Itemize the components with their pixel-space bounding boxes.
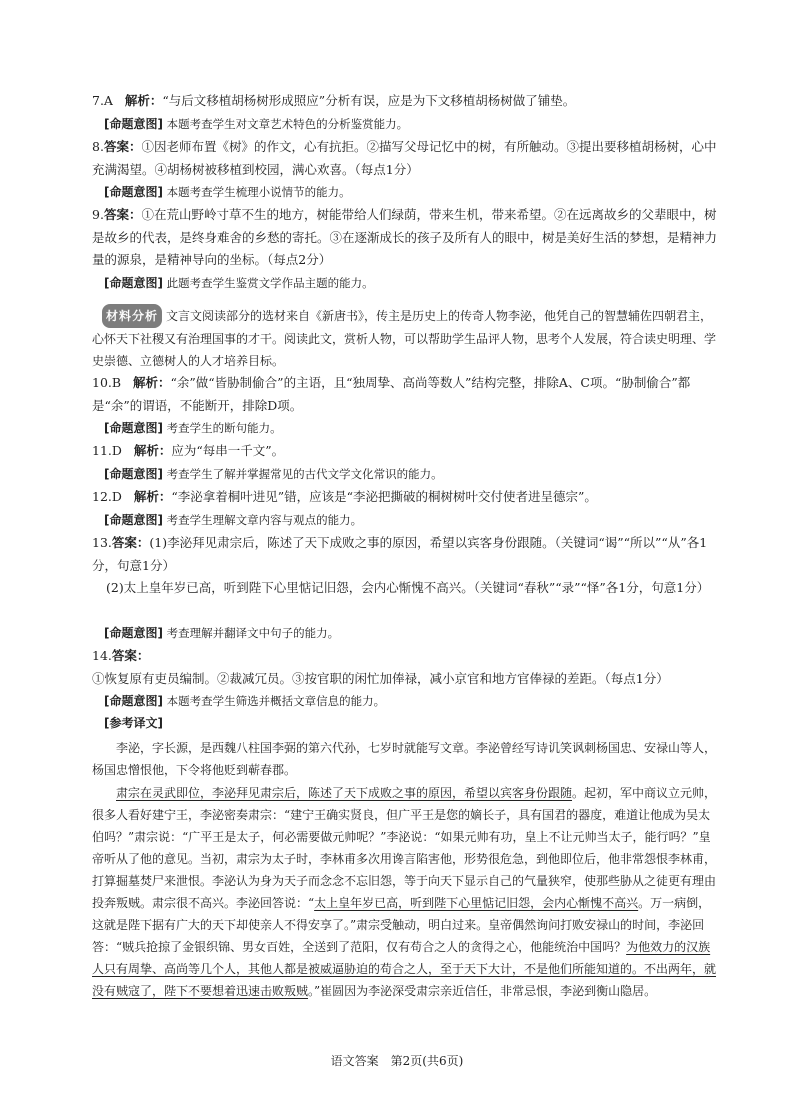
trans-2e: 为他效力的汉族人只有周挚、高尚等几个人，其他人都是被威逼胁迫的苟合之人，至于天下大计，不是他们所能知道的。不出两年，就没有贼寇了，陛下不要想着迅速击败叛贼 xyxy=(92,940,717,998)
analysis-text: “余”做“皆胁制偷合”的主语，且“独周挚、高尚等数人”结构完整，排除A、C项。“胁制偷合”都是“余”的谓语，不能断开，排除D项。 xyxy=(92,375,691,413)
intent-9 xyxy=(104,272,720,294)
page-footer: 语文答案 第2页(共6页) xyxy=(330,1054,464,1068)
intent-tag: [命题意图] xyxy=(104,421,163,435)
intent-12 xyxy=(104,509,720,531)
question-7 xyxy=(92,90,720,113)
question-number: 14. xyxy=(92,648,112,663)
intent-text: 考查理解并翻译文中句子的能力。 xyxy=(166,626,340,640)
answer-label: 答案： xyxy=(103,207,142,222)
answer-text-2: (2)太上皇年岁已高，听到陛下心里惦记旧怨，会内心惭愧不高兴。（关键词“春秋”“录”“怿”各1分，句意1分） xyxy=(106,580,710,595)
answer-text: ①恢复原有吏员编制。②裁减冗员。③按官职的闲忙加俸禄，减小京官和地方官俸禄的差距。（每点1分） xyxy=(92,670,669,686)
question-number: 13. xyxy=(92,535,112,550)
question-9 xyxy=(92,204,720,272)
analysis-text: “李泌拿着桐叶进见”错，应该是“李泌把撕破的桐树树叶交付使者进呈德宗”。 xyxy=(171,489,597,504)
intent-text: 本题考查学生对文章艺术特色的分析鉴赏能力。 xyxy=(166,117,409,131)
intent-14 xyxy=(104,690,720,712)
intent-text: 本题考查学生梳理小说情节的能力。 xyxy=(166,185,351,199)
intent-7 xyxy=(104,113,720,135)
answer-label: 答案： xyxy=(111,535,150,550)
intent-text: 考查学生了解并掌握常见的古代文学文化常识的能力。 xyxy=(166,467,443,481)
material-badge: 材料分析 xyxy=(102,304,162,328)
question-number: 9. xyxy=(92,207,104,222)
intent-13 xyxy=(104,622,720,644)
intent-10 xyxy=(104,417,720,439)
analysis-label: 解析： xyxy=(124,93,163,108)
question-number: 10.B xyxy=(92,375,122,390)
analysis-label: 解析： xyxy=(133,375,171,390)
question-number: 8. xyxy=(92,139,104,154)
intent-text: 此题考查学生鉴赏文学作品主题的能力。 xyxy=(166,276,374,290)
intent-tag: [命题意图] xyxy=(104,117,163,131)
question-12 xyxy=(92,486,720,509)
intent-tag: [命题意图] xyxy=(104,276,163,290)
intent-8 xyxy=(104,181,720,203)
trans-2c: 太上皇年岁已高，听到陛下心里惦记旧怨，会内心惭愧不高兴 xyxy=(314,896,639,910)
intent-tag: [命题意图] xyxy=(104,185,163,199)
intent-text: 考查学生的断句能力。 xyxy=(166,421,282,435)
analysis-text: 应为“每串一千文”。 xyxy=(171,443,285,458)
question-number: 12.D xyxy=(92,489,122,504)
analysis-text: “与后文移植胡杨树形成照应”分析有误，应是为下文移植胡杨树做了铺垫。 xyxy=(162,93,576,108)
answer-text: ①在荒山野岭寸草不生的地方，树能带给人们绿荫，带来生机，带来希望。②在远离故乡的父辈眼中，树是故乡的代表，是终身难舍的乡愁的寄托。③在逐渐成长的孩子及所有人的眼中，树是美好生活的梦想，是精神力量的源泉，是精神导向的坐标。（每点2分） xyxy=(92,207,718,267)
question-11 xyxy=(92,440,720,463)
question-13 xyxy=(92,532,720,600)
intent-text: 考查学生理解文章内容与观点的能力。 xyxy=(166,513,363,527)
question-number: 7.A xyxy=(92,93,113,108)
translation-paragraph-1: 李泌，字长源，是西魏八柱国李弼的第六代孙，七岁时就能写文章。李泌曾经写诗讥笑讽刺杨国忠、安禄山等人，杨国忠憎恨他，下令将他贬到蕲春郡。 xyxy=(92,741,717,777)
material-analysis xyxy=(92,304,720,372)
intent-tag: [命题意图] xyxy=(104,694,163,708)
translation-paragraph-2 xyxy=(92,782,720,1002)
question-8 xyxy=(92,136,720,181)
intent-text: 本题考查学生筛选并概括文章信息的能力。 xyxy=(166,694,386,708)
answer-label: 答案： xyxy=(103,139,142,154)
intent-tag: [命题意图] xyxy=(104,626,163,640)
intent-11 xyxy=(104,463,720,485)
intent-tag: [命题意图] xyxy=(104,513,163,527)
trans-2d: 。万一病倒，这就是陛下据有广大的天下却使亲人不得安享了。”肃宗受触动，明白过来。皇帝偶然询问打败安禄山的时间，李泌回答：“贼兵抢掠了金银织锦、男女百姓，全送到了范阳，仅有苟合之人的贪得之心，他能统治中国吗？ xyxy=(92,896,711,954)
intent-tag: [命题意图] xyxy=(104,467,163,481)
question-10 xyxy=(92,372,720,417)
reference-translation-title: [参考译文] xyxy=(104,716,163,730)
question-number: 11.D xyxy=(92,443,122,458)
analysis-label: 解析： xyxy=(133,443,172,458)
answer-text: ①因老师布置《树》的作文，心有抗拒。②描写父母记忆中的树，有所触动。③提出要移植胡杨树，心中充满渴望。④胡杨树被移植到校园，满心欢喜。（每点1分） xyxy=(92,139,717,177)
trans-2b: 。起初，军中商议立元帅，很多人看好建宁王，李泌密奏肃宗：“建宁王确实贤良，但广平王是您的嫡长子，具有国君的器度，难道让他成为吴太伯吗？”肃宗说：“广平王是太子，何必需要做元帅呢？”李泌说：“如果元帅有功，皇上不让元帅当太子，能行吗？”皇帝听从了他的意见。当初，肃宗为太子时，李林甫多次用谗言陷害他，形势很危急，到他即位后，他非常怨恨李林甫，打算掘墓焚尸来泄恨。李泌认为身为天子而念念不忘旧怨，等于向天下显示自己的气量狭窄，使那些胁从之徒更有理由投奔叛贼。肃宗很不高兴。李泌回答说：“ xyxy=(92,786,717,910)
trans-2a: 肃宗在灵武即位，李泌拜见肃宗后，陈述了天下成败之事的原因，希望以宾客身份跟随 xyxy=(116,786,573,800)
answer-label: 答案： xyxy=(111,648,150,663)
answer-text-1: (1)李泌拜见肃宗后，陈述了天下成败之事的原因，希望以宾客身份跟随。（关键词“谒”“所以”“从”各1分，句意1分） xyxy=(92,535,708,573)
question-14 xyxy=(92,645,720,690)
analysis-label: 解析： xyxy=(133,489,172,504)
trans-2f: 。”崔圆因为李泌深受肃宗亲近信任，非常忌恨，李泌到衡山隐居。 xyxy=(308,984,657,998)
material-text: 文言文阅读部分的选材来自《新唐书》，传主是历史上的传奇人物李泌，他凭自己的智慧辅佐四朝君主，心怀天下社稷又有治理国事的才干。阅读此文，赏析人物，可以帮助学生品评人物，思考个人发展，符合读史明理、学史崇德、立德树人的人才培养目标。 xyxy=(92,309,717,368)
